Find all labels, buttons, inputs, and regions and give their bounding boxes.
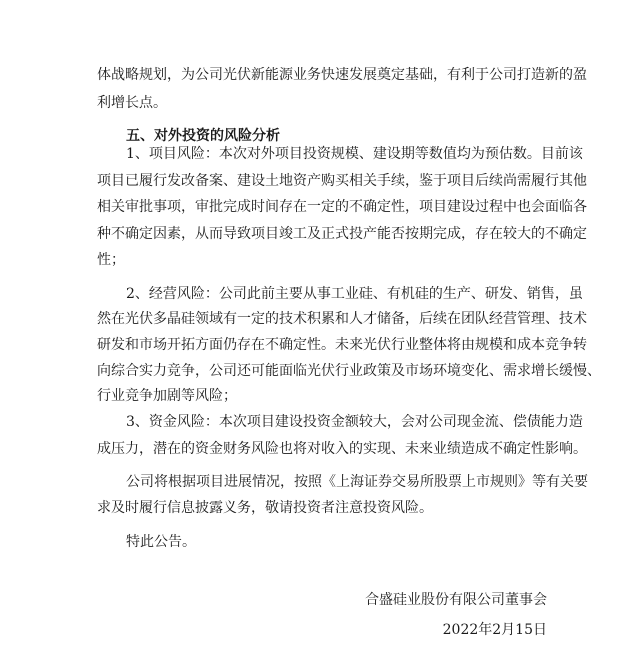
risk2-line-5: 行业竞争加剧等风险；: [97, 388, 237, 404]
risk2-line-3: 研发和市场开拓方面仍存在不确定性。未来光伏行业整体将由规模和成本竞争转: [97, 337, 587, 353]
intro-line-2: 利增长点。: [97, 95, 167, 111]
notice-text: 特此公告。: [126, 534, 196, 550]
risk1-line-5: 性；: [97, 252, 125, 268]
risk3-line-2: 成压力，潜在的资金财务风险也将对收入的实现、未来业绩造成不确定性影响。: [97, 441, 587, 457]
closing-line-1: 公司将根据项目进展情况，按照《上海证券交易所股票上市规则》等有关要: [126, 474, 588, 490]
risk1-line-3: 相关审批事项，审批完成时间存在一定的不确定性，项目建设过程中也会面临各: [97, 199, 587, 215]
risk3-line-1: 3、资金风险：本次项目建设投资金额较大，会对公司现金流、偿债能力造: [126, 414, 583, 430]
signatory: 合盛硅业股份有限公司董事会: [365, 592, 547, 608]
closing-line-2: 求及时履行信息披露义务，敬请投资者注意投资风险。: [97, 500, 433, 516]
risk1-line-1: 1、项目风险：本次对外项目投资规模、建设期等数值均为预估数。目前该: [126, 146, 583, 162]
risk2-line-1: 2、经营风险：公司此前主要从事工业硅、有机硅的生产、研发、销售，虽: [126, 286, 583, 302]
intro-line-1: 体战略规划，为公司光伏新能源业务快速发展奠定基础，有利于公司打造新的盈: [97, 67, 587, 83]
section-title: 五、对外投资的风险分析: [126, 128, 280, 144]
risk1-line-2: 项目已履行发改备案、建设土地资产购买相关手续，鉴于项目后续尚需履行其他: [97, 173, 587, 189]
risk1-line-4: 种不确定因素，从而导致项目竣工及正式投产能否按期完成，存在较大的不确定: [97, 226, 587, 242]
risk2-line-2: 然在光伏多晶硅领域有一定的技术积累和人才储备，后续在团队经营管理、技术: [97, 311, 587, 327]
risk2-line-4: 向综合实力竞争，公司还可能面临光伏行业政策及市场环境变化、需求增长缓慢、: [97, 363, 601, 379]
announcement-date: 2022年2月15日: [442, 622, 547, 638]
